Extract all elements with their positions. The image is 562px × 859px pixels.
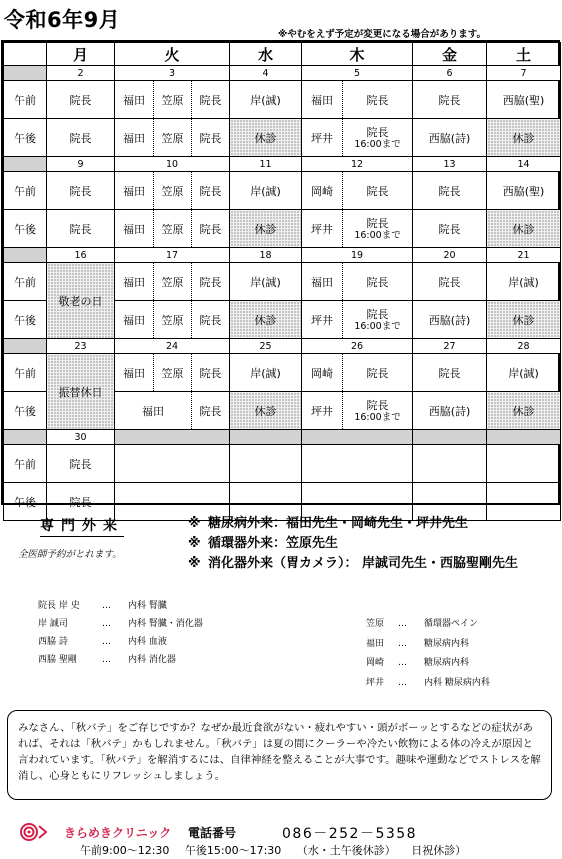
am-row bbox=[4, 354, 561, 392]
date-cell: 5 bbox=[302, 66, 413, 81]
date-cell: 24 bbox=[115, 339, 230, 354]
schedule-cell: 笠原 bbox=[154, 119, 192, 157]
schedule-cell: 院長 bbox=[413, 210, 487, 248]
schedule-cell: 岸(誠) bbox=[230, 263, 302, 301]
weekday-fri: 金 bbox=[413, 43, 487, 66]
doctor-row: 福田 … 糖尿病内科 bbox=[366, 638, 470, 649]
date-row bbox=[4, 66, 561, 81]
schedule-cell: 坪井 bbox=[302, 210, 343, 248]
schedule-cell: 院長 bbox=[192, 172, 230, 210]
schedule-cell: 笠原 bbox=[154, 172, 192, 210]
closed-cell: 休診 bbox=[487, 392, 561, 430]
schedule-cell: 岸(誠) bbox=[487, 354, 561, 392]
schedule-cell: 岸(誠) bbox=[487, 263, 561, 301]
phone-label: 電話番号 bbox=[188, 826, 237, 840]
am-row bbox=[4, 445, 561, 483]
schedule-cell: 福田 bbox=[115, 81, 154, 119]
schedule-cell: 坪井 bbox=[302, 301, 343, 339]
schedule-cell: 院長 bbox=[47, 210, 115, 248]
schedule-cell: 院長 16:00まで bbox=[343, 119, 413, 157]
schedule-cell: 西脇(詩) bbox=[413, 119, 487, 157]
am-row bbox=[4, 172, 561, 210]
schedule-cell: 福田 bbox=[115, 392, 192, 430]
date-row bbox=[4, 339, 561, 354]
date-cell: 18 bbox=[230, 248, 302, 263]
schedule-cell: 院長 16:00まで bbox=[343, 392, 413, 430]
schedule-cell: 院長 bbox=[413, 354, 487, 392]
pm-row bbox=[4, 119, 561, 157]
doctor-list-left bbox=[38, 597, 203, 669]
schedule-cell: 岸(誠) bbox=[230, 172, 302, 210]
doctor-row: 坪井 … 内科 糖尿病内科 bbox=[366, 677, 490, 688]
doctor-row: 西脇 聖剛 … 内科 消化器 bbox=[38, 655, 176, 665]
weekday-wed: 水 bbox=[230, 43, 302, 66]
weekday-header-row bbox=[4, 43, 561, 66]
schedule-cell: 西脇(詩) bbox=[413, 301, 487, 339]
phone-number: 086－252－5358 bbox=[282, 826, 418, 842]
schedule-cell: 福田 bbox=[302, 263, 343, 301]
holiday-cell: 振替休日 bbox=[47, 354, 115, 430]
pm-label: 午後 bbox=[4, 392, 47, 430]
date-cell: 20 bbox=[413, 248, 487, 263]
clinic-logo-icon bbox=[20, 823, 48, 841]
weekday-thu: 木 bbox=[302, 43, 413, 66]
schedule-cell: 福田 bbox=[115, 210, 154, 248]
schedule-cell: 福田 bbox=[302, 81, 343, 119]
date-cell: 11 bbox=[230, 157, 302, 172]
date-cell: 2 bbox=[47, 66, 115, 81]
date-cell: 12 bbox=[302, 157, 413, 172]
date-cell: 26 bbox=[302, 339, 413, 354]
schedule-calendar bbox=[1, 40, 560, 509]
schedule-cell: 院長 bbox=[343, 354, 413, 392]
date-cell: 7 bbox=[487, 66, 561, 81]
schedule-cell: 院長 bbox=[192, 392, 230, 430]
schedule-cell: 院長 bbox=[47, 81, 115, 119]
am-row bbox=[4, 81, 561, 119]
specialty-list bbox=[188, 514, 518, 574]
schedule-cell: 院長 bbox=[47, 119, 115, 157]
doctor-list-right bbox=[366, 615, 490, 693]
schedule-cell: 院長 bbox=[192, 119, 230, 157]
schedule-cell: 岸(誠) bbox=[230, 81, 302, 119]
date-cell: 27 bbox=[413, 339, 487, 354]
pm-label: 午後 bbox=[4, 210, 47, 248]
schedule-cell: 福田 bbox=[115, 263, 154, 301]
am-label: 午前 bbox=[4, 263, 47, 301]
date-cell: 23 bbox=[47, 339, 115, 354]
closed-cell: 休診 bbox=[487, 210, 561, 248]
weekday-mon: 月 bbox=[47, 43, 115, 66]
change-notice: ※やむをえず予定が変更になる場合があります。 bbox=[278, 29, 486, 40]
doctor-row: 岡崎 … 糖尿病内科 bbox=[366, 658, 470, 668]
schedule-cell: 院長 16:00まで bbox=[343, 301, 413, 339]
schedule-cell: 院長 bbox=[192, 210, 230, 248]
schedule-cell: 院長 bbox=[343, 263, 413, 301]
schedule-cell: 院長 bbox=[413, 263, 487, 301]
holiday-cell: 敬老の日 bbox=[47, 263, 115, 339]
doctor-row: 院長 岸 史 … 内科 腎臓 bbox=[38, 601, 167, 611]
doctor-row: 西脇 詩 … 内科 血液 bbox=[38, 637, 167, 647]
pm-label: 午後 bbox=[4, 301, 47, 339]
date-cell: 16 bbox=[47, 248, 115, 263]
date-row bbox=[4, 430, 561, 445]
closed-cell: 休診 bbox=[230, 392, 302, 430]
am-label: 午前 bbox=[4, 172, 47, 210]
closed-cell: 休診 bbox=[487, 301, 561, 339]
specialty-item: ※ 循環器外来：笠原先生 bbox=[188, 536, 339, 551]
schedule-cell: 岡崎 bbox=[302, 354, 343, 392]
date-cell: 25 bbox=[230, 339, 302, 354]
schedule-cell: 院長 bbox=[192, 81, 230, 119]
pm-label: 午後 bbox=[4, 119, 47, 157]
pm-row bbox=[4, 210, 561, 248]
date-cell: 28 bbox=[487, 339, 561, 354]
schedule-cell: 岡崎 bbox=[302, 172, 343, 210]
schedule-cell: 笠原 bbox=[154, 301, 192, 339]
date-cell: 30 bbox=[47, 430, 115, 445]
date-cell: 4 bbox=[230, 66, 302, 81]
closed-cell: 休診 bbox=[230, 119, 302, 157]
date-cell: 21 bbox=[487, 248, 561, 263]
schedule-cell: 院長 bbox=[192, 263, 230, 301]
schedule-cell: 院長 bbox=[192, 301, 230, 339]
date-row bbox=[4, 157, 561, 172]
schedule-cell: 福田 bbox=[115, 301, 154, 339]
am-label: 午前 bbox=[4, 445, 47, 483]
reservation-note: 全医師予約がとれます。 bbox=[18, 549, 122, 560]
weekday-sat: 土 bbox=[487, 43, 561, 66]
clinic-name: きらめきクリニック bbox=[64, 826, 172, 840]
am-row bbox=[4, 263, 561, 301]
schedule-cell: 福田 bbox=[115, 172, 154, 210]
schedule-cell: 院長 bbox=[47, 172, 115, 210]
schedule-cell: 西脇(聖) bbox=[487, 81, 561, 119]
schedule-cell: 院長 bbox=[413, 81, 487, 119]
pm-label: 午後 bbox=[4, 483, 47, 521]
date-cell: 19 bbox=[302, 248, 413, 263]
closed-cell: 休診 bbox=[230, 301, 302, 339]
date-row bbox=[4, 248, 561, 263]
schedule-cell: 院長 bbox=[343, 172, 413, 210]
specialty-title: 専門外来 bbox=[40, 515, 124, 537]
date-cell: 14 bbox=[487, 157, 561, 172]
schedule-cell: 院長 16:00まで bbox=[343, 210, 413, 248]
schedule-cell: 笠原 bbox=[154, 354, 192, 392]
schedule-cell: 院長 bbox=[413, 172, 487, 210]
business-hours: 午前9:00～12:30 午後15:00～17:30 （水・土午後休診） 日祝休診） bbox=[80, 844, 467, 857]
schedule-cell: 福田 bbox=[115, 354, 154, 392]
schedule-cell: 西脇(詩) bbox=[413, 392, 487, 430]
schedule-cell: 笠原 bbox=[154, 263, 192, 301]
date-cell: 17 bbox=[115, 248, 230, 263]
doctor-row: 笠原 … 循環器ペイン bbox=[366, 619, 479, 629]
specialty-item: ※ 糖尿病外来：福田先生・岡崎先生・坪井先生 bbox=[188, 516, 469, 531]
schedule-cell: 坪井 bbox=[302, 119, 343, 157]
schedule-cell: 福田 bbox=[115, 119, 154, 157]
date-cell: 9 bbox=[47, 157, 115, 172]
date-cell: 6 bbox=[413, 66, 487, 81]
date-cell: 3 bbox=[115, 66, 230, 81]
schedule-cell: 西脇(聖) bbox=[487, 172, 561, 210]
date-cell: 13 bbox=[413, 157, 487, 172]
schedule-cell: 院長 bbox=[192, 354, 230, 392]
am-label: 午前 bbox=[4, 81, 47, 119]
specialty-item: ※ 消化器外来（胃カメラ）： 岸誠司先生・西脇聖剛先生 bbox=[188, 556, 519, 571]
page-title: 令和6年9月 bbox=[4, 8, 121, 32]
closed-cell: 休診 bbox=[487, 119, 561, 157]
am-label: 午前 bbox=[4, 354, 47, 392]
closed-cell: 休診 bbox=[230, 210, 302, 248]
schedule-cell: 笠原 bbox=[154, 81, 192, 119]
schedule-cell: 坪井 bbox=[302, 392, 343, 430]
weekday-tue: 火 bbox=[115, 43, 230, 66]
health-message-box: みなさん、「秋バテ」をご存じですか？なぜか最近食欲がない・疲れやすい・頭がボーッとするなどの症状があれば、それは「秋バテ」かもしれません。「秋バテ」は夏の間にクーラーや冷たい飲物による体の冷えが原因と言われています。「秋バテ」を解消するには、自律神経を整えることが大事です。趣味や運動などでストレスを解消し、心身ともにリフレッシュしましょう。 bbox=[7, 710, 552, 800]
schedule-cell: 岸(誠) bbox=[230, 354, 302, 392]
date-cell: 10 bbox=[115, 157, 230, 172]
schedule-cell: 院長 bbox=[47, 445, 115, 483]
schedule-cell: 院長 bbox=[343, 81, 413, 119]
doctor-row: 岸 誠司 … 内科 腎臓・消化器 bbox=[38, 619, 203, 629]
schedule-cell: 院長 bbox=[47, 483, 115, 521]
schedule-cell: 笠原 bbox=[154, 210, 192, 248]
